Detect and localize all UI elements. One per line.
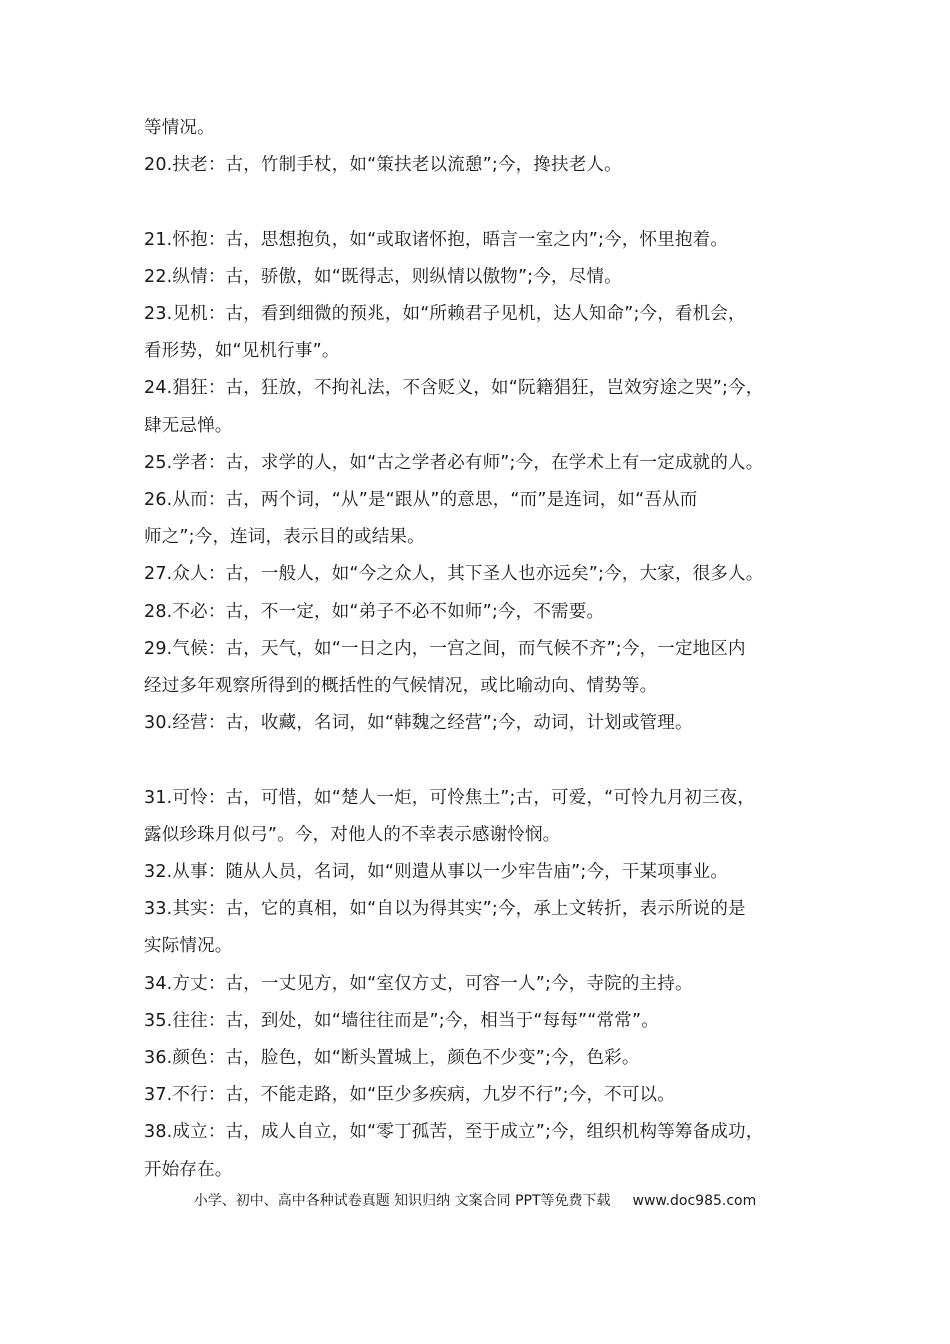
text-line: 23.见机：古，看到细微的预兆，如“所赖君子见机，达人知命”;今，看机会， — [144, 304, 746, 324]
text-line: 28.不必：古，不一定，如“弟子不必不如师”;今，不需要。 — [144, 601, 605, 622]
page-footer — [0, 1190, 950, 1210]
text-line: 35.往往：古，到处，如“墙往往而是”;今，相当于“每每”“常常”。 — [144, 1010, 659, 1031]
text-line: 27.众人：古，一般人，如“今之众人，其下圣人也亦远矣”;今，大家，很多人。 — [144, 564, 764, 585]
text-line: 29.气候：古，天气，如“一日之内，一宫之间，而气候不齐”;今，一定地区内 — [144, 638, 746, 659]
text-line: 露似珍珠月似弓”。今，对他人的不幸表示感谢怜悯。 — [144, 824, 561, 845]
text-line: 等情况。 — [144, 118, 215, 138]
text-line: 实际情况。 — [144, 936, 233, 957]
blank-line — [144, 184, 824, 221]
text-line: 21.怀抱：古，思想抱负，如“或取诸怀抱，晤言一室之内”;今，怀里抱着。 — [144, 229, 729, 250]
text-line: 24.猖狂：古，狂放，不拘礼法，不含贬义，如“阮籍猖狂，岂效穷途之哭”;今， — [144, 378, 764, 399]
text-line: 34.方丈：古，一丈见方，如“室仅方丈，可容一人”;今，寺院的主持。 — [144, 973, 693, 994]
text-line: 师之”;今，连词，表示目的或结果。 — [144, 527, 425, 548]
footer-text: 小学、初中、高中各种试卷真题 知识归纳 文案合同 PPT等免费下载 — [193, 1193, 611, 1209]
text-line: 33.其实：古，它的真相，如“自以为得其实”;今，承上文转折，表示所说的是 — [144, 899, 746, 920]
text-line: 开始存在。 — [144, 1159, 233, 1180]
text-line: 37.不行：古，不能走路，如“臣少多疾病，九岁不行”;今，不可以。 — [144, 1085, 675, 1106]
document-body — [144, 110, 824, 1189]
text-line: 肆无忌惮。 — [144, 415, 233, 436]
text-line: 25.学者：古，求学的人，如“古之学者必有师”;今，在学术上有一定成就的人。 — [144, 452, 764, 473]
text-line: 30.经营：古，收藏，名词，如“韩魏之经营”;今，动词，计划或管理。 — [144, 713, 693, 734]
footer-url-link[interactable]: www.doc985.com — [632, 1193, 757, 1209]
blank-line — [144, 742, 824, 779]
text-line: 38.成立：古，成人自立，如“零丁孤苦，至于成立”;今，组织机构等筹备成功， — [144, 1122, 764, 1143]
text-line: 22.纵情：古，骄傲，如“既得志，则纵情以傲物”;今，尽情。 — [144, 266, 622, 287]
text-line: 31.可怜：古，可惜，如“楚人一炬，可怜焦土”;古，可爱，“可怜九月初三夜， — [144, 787, 756, 808]
text-line: 看形势，如“见机行事”。 — [144, 341, 340, 362]
text-line: 36.颜色：古，脸色，如“断头置城上，颜色不少变”;今，色彩。 — [144, 1048, 640, 1069]
text-line: 26.从而：古，两个词，“从”是“跟从”的意思，“而”是连词，如“吾从而 — [144, 490, 698, 511]
text-line: 32.从事：随从人员，名词，如“则遣从事以一少牢告庙”;今，干某项事业。 — [144, 862, 729, 883]
text-line: 20.扶老：古，竹制手杖，如“策扶老以流憩”;今，搀扶老人。 — [144, 155, 622, 176]
text-line: 经过多年观察所得到的概括性的气候情况，或比喻动向、情势等。 — [144, 676, 658, 697]
